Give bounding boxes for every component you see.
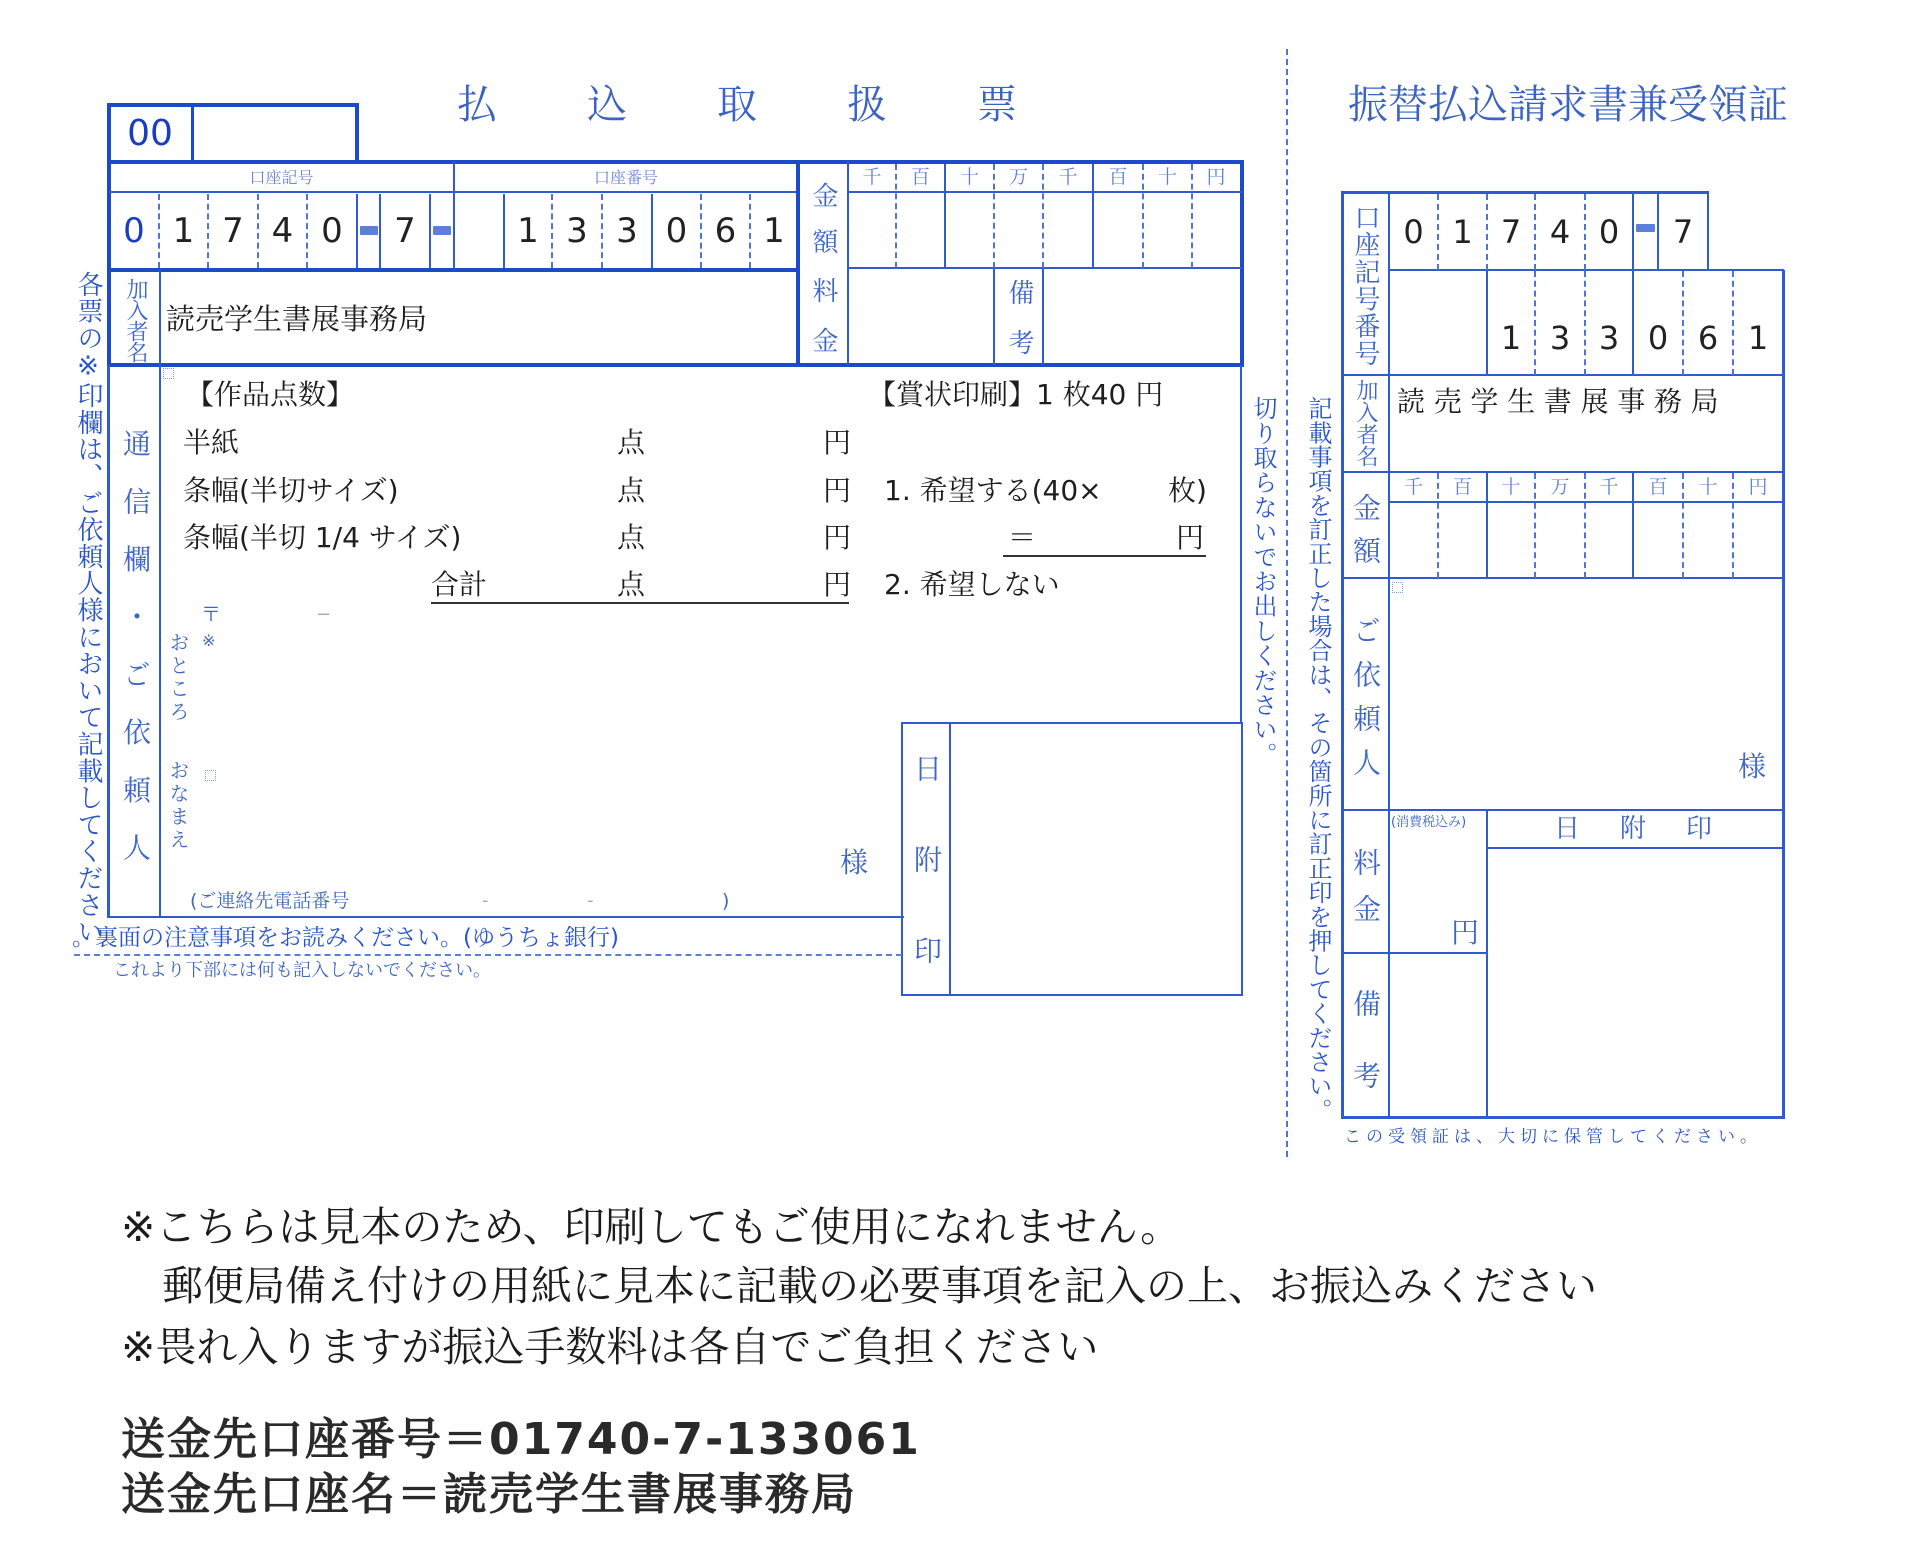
- grid-line: [848, 267, 1242, 269]
- check-digit: 7: [394, 211, 416, 251]
- amount-unit: 百: [910, 166, 930, 188]
- yen-unit: 円: [823, 568, 852, 601]
- fee-label: 料金: [808, 277, 838, 377]
- certificate-heading: 【賞状印刷】1 枚40 円: [868, 378, 1164, 411]
- code-prefix: 00: [127, 112, 173, 154]
- amount-unit: 百: [1452, 476, 1472, 498]
- subscriber-label: 加入者名: [123, 278, 148, 362]
- account-number-digit: 1: [517, 211, 539, 251]
- fee-label: 料金: [1349, 848, 1382, 940]
- honorific: 様: [1738, 750, 1767, 783]
- separator-mark: [433, 226, 451, 235]
- account-number-digit: 6: [714, 211, 737, 251]
- amount-unit: 千: [1403, 476, 1423, 498]
- account-number-digit: 1: [763, 211, 785, 251]
- account-symbol-digit: 7: [222, 211, 244, 251]
- amount-unit: 百: [1108, 166, 1128, 188]
- account-symbol-digit: 0: [321, 211, 343, 251]
- grid-line: [1388, 192, 1390, 1118]
- postal-dash: −: [316, 604, 332, 625]
- account-number-digit: 6: [1697, 319, 1719, 357]
- account-number-digit: 0: [665, 211, 688, 251]
- certificate-yen-unit: 円: [1176, 521, 1205, 554]
- phone-close: ): [722, 890, 730, 912]
- communication-label-divider: [159, 365, 161, 917]
- works-item: 条幅(半切 1/4 サイズ): [183, 521, 462, 554]
- date-stamp-label-divider: [949, 722, 951, 996]
- certificate-option-2: 2. 希望しない: [884, 568, 1060, 601]
- amount-unit: 千: [862, 166, 882, 188]
- do-not-cut-note: 切り取らないでお出しください。: [1249, 396, 1277, 767]
- right-form-title: 振替払込請求書兼受領証: [1348, 82, 1788, 128]
- subscriber-name: 読売学生書展事務局: [166, 302, 428, 336]
- count-unit: 点: [617, 426, 646, 459]
- account-number-digit: 3: [1549, 319, 1571, 357]
- certificate-underline: [1003, 555, 1206, 557]
- account-symbol-digit: 1: [1452, 213, 1473, 251]
- grid-line: [1042, 268, 1044, 365]
- account-number-label: 口座番号: [593, 167, 658, 187]
- amount-unit: 十: [959, 166, 979, 188]
- account-symbol-digit: 0: [123, 211, 145, 251]
- address-asterisk: ※: [202, 631, 216, 650]
- requester-label: ご依頼人: [1349, 616, 1382, 792]
- yen-unit: 円: [823, 474, 852, 507]
- account-label: 口座記号番号: [1350, 204, 1380, 368]
- phone-label: (ご連絡先電話番号: [190, 890, 350, 912]
- date-stamp-box: [901, 722, 1243, 996]
- account-number-digit: 3: [616, 211, 638, 251]
- asterisk-corner-mark: [1392, 582, 1403, 593]
- name-label: おなまえ: [166, 760, 190, 852]
- remittance-account-name: 送金先口座名＝読売学生書展事務局: [121, 1469, 857, 1520]
- grid-line: [993, 268, 995, 365]
- account-number-digit: 1: [1500, 319, 1522, 357]
- code-box-divider: [191, 103, 194, 162]
- works-item: 条幅(半切サイズ): [183, 474, 399, 507]
- grid-line: [847, 162, 849, 365]
- correction-note: 記載事項を訂正した場合は、その箇所に訂正印を押してください。: [1304, 396, 1332, 1122]
- account-number-digit: 0: [1647, 319, 1669, 357]
- account-number-digit: 3: [566, 211, 588, 251]
- amount-unit: 十: [1157, 166, 1177, 188]
- amount-unit: 千: [1599, 476, 1619, 498]
- yen-unit: 円: [823, 521, 852, 554]
- date-stamp-label: 日附印: [910, 754, 943, 1027]
- below-notice: これより下部には何も記入しないでください。: [113, 960, 491, 981]
- amount-unit: 円: [1748, 476, 1768, 498]
- account-number-digit: 1: [1747, 319, 1769, 357]
- postal-mark: 〒: [201, 602, 221, 626]
- grid-line: [1341, 577, 1784, 579]
- asterisk-corner-mark: [205, 770, 216, 781]
- grid-line: [1487, 847, 1784, 849]
- amount-label: 金額: [1349, 493, 1382, 579]
- communication-left-border: [107, 365, 110, 917]
- amount-unit: 十: [1698, 476, 1718, 498]
- subscriber-name: 読売学生書展事務局: [1397, 385, 1728, 418]
- remarks-label: 備考: [1004, 279, 1034, 379]
- count-unit: 点: [617, 474, 646, 507]
- address-label: おところ: [166, 632, 190, 724]
- tax-included-note: (消費税込み): [1391, 815, 1467, 830]
- works-heading: 【作品点数】: [186, 378, 355, 411]
- total-underline: [431, 602, 849, 604]
- grid-line: [1782, 270, 1785, 1119]
- certificate-option-1-close: 枚): [1168, 474, 1207, 507]
- check-digit: 7: [1672, 213, 1694, 251]
- amount-label: 金額: [808, 182, 838, 274]
- phone-separator: -: [482, 890, 489, 911]
- separator-mark: [1636, 224, 1655, 232]
- perforation-line: [1286, 49, 1288, 1157]
- amount-unit: 百: [1648, 476, 1668, 498]
- certificate-option-1: 1. 希望する(40×: [884, 474, 1102, 507]
- account-symbol-digit: 0: [1598, 213, 1620, 251]
- account-symbol-digit: 7: [1500, 213, 1522, 251]
- separator-mark: [360, 226, 378, 235]
- remarks-label: 備考: [1349, 989, 1382, 1133]
- account-symbol-digit: 1: [172, 211, 195, 251]
- certificate-equals: ＝: [1008, 521, 1037, 554]
- account-symbol-label: 口座記号: [249, 167, 314, 187]
- amount-unit: 万: [1008, 166, 1028, 188]
- grid-line: [1341, 374, 1784, 376]
- grid-line: [159, 270, 161, 365]
- left-form-title: 払込取扱票: [457, 82, 1107, 128]
- yen-unit: 円: [823, 426, 852, 459]
- note-sample-only: ※こちらは見本のため、印刷してもご使用になれません。: [121, 1203, 1182, 1251]
- communication-bottom-border: [107, 916, 904, 918]
- count-unit: 点: [617, 521, 646, 554]
- subscriber-label: 加入者名: [1353, 379, 1378, 467]
- works-item: 半紙: [183, 426, 240, 459]
- amount-unit: 千: [1058, 166, 1078, 188]
- remittance-account-number: 送金先口座番号＝01740-7-133061: [121, 1414, 921, 1465]
- account-symbol-digit: 4: [1549, 213, 1571, 251]
- side-note: 各票の※印欄は、ご依頼人様において記載してください: [73, 271, 103, 945]
- account-symbol-digit: 4: [271, 211, 294, 251]
- phone-separator: -: [587, 890, 594, 911]
- fee-yen-unit: 円: [1451, 916, 1480, 949]
- asterisk-corner-mark: [163, 368, 174, 379]
- honorific: 様: [840, 846, 869, 879]
- account-symbol-digit: 0: [1403, 213, 1424, 251]
- receipt-footer: この受領証は、大切に保管してください。: [1344, 1127, 1762, 1147]
- account-number-digit: 3: [1598, 319, 1620, 357]
- date-stamp-label: 日附印: [1554, 814, 1753, 844]
- amount-unit: 十: [1501, 476, 1521, 498]
- note-transfer-fee: ※畏れ入りますが振込手数料は各自でご負担ください: [121, 1323, 1099, 1371]
- amount-unit: 円: [1206, 166, 1226, 188]
- count-unit: 点: [617, 568, 646, 601]
- works-total-label: 合計: [431, 568, 488, 601]
- communication-label: 通信欄・ご依頼人: [119, 429, 152, 891]
- grid-line: [1341, 809, 1784, 811]
- note-use-post-office-form: 郵便局備え付けの用紙に見本に記載の必要事項を記入の上、お振込みください: [121, 1262, 1597, 1310]
- grid-line: [1486, 810, 1488, 1117]
- grid-line: [1341, 952, 1487, 954]
- back-notice: 。裏面の注意事項をお読みください。(ゆうちょ銀行): [72, 925, 619, 951]
- grid-line: [1341, 1116, 1785, 1119]
- amount-unit: 万: [1550, 476, 1570, 498]
- do-not-write-line: [74, 954, 902, 956]
- grid-line: [1341, 192, 1344, 1119]
- communication-right-border: [1240, 365, 1242, 723]
